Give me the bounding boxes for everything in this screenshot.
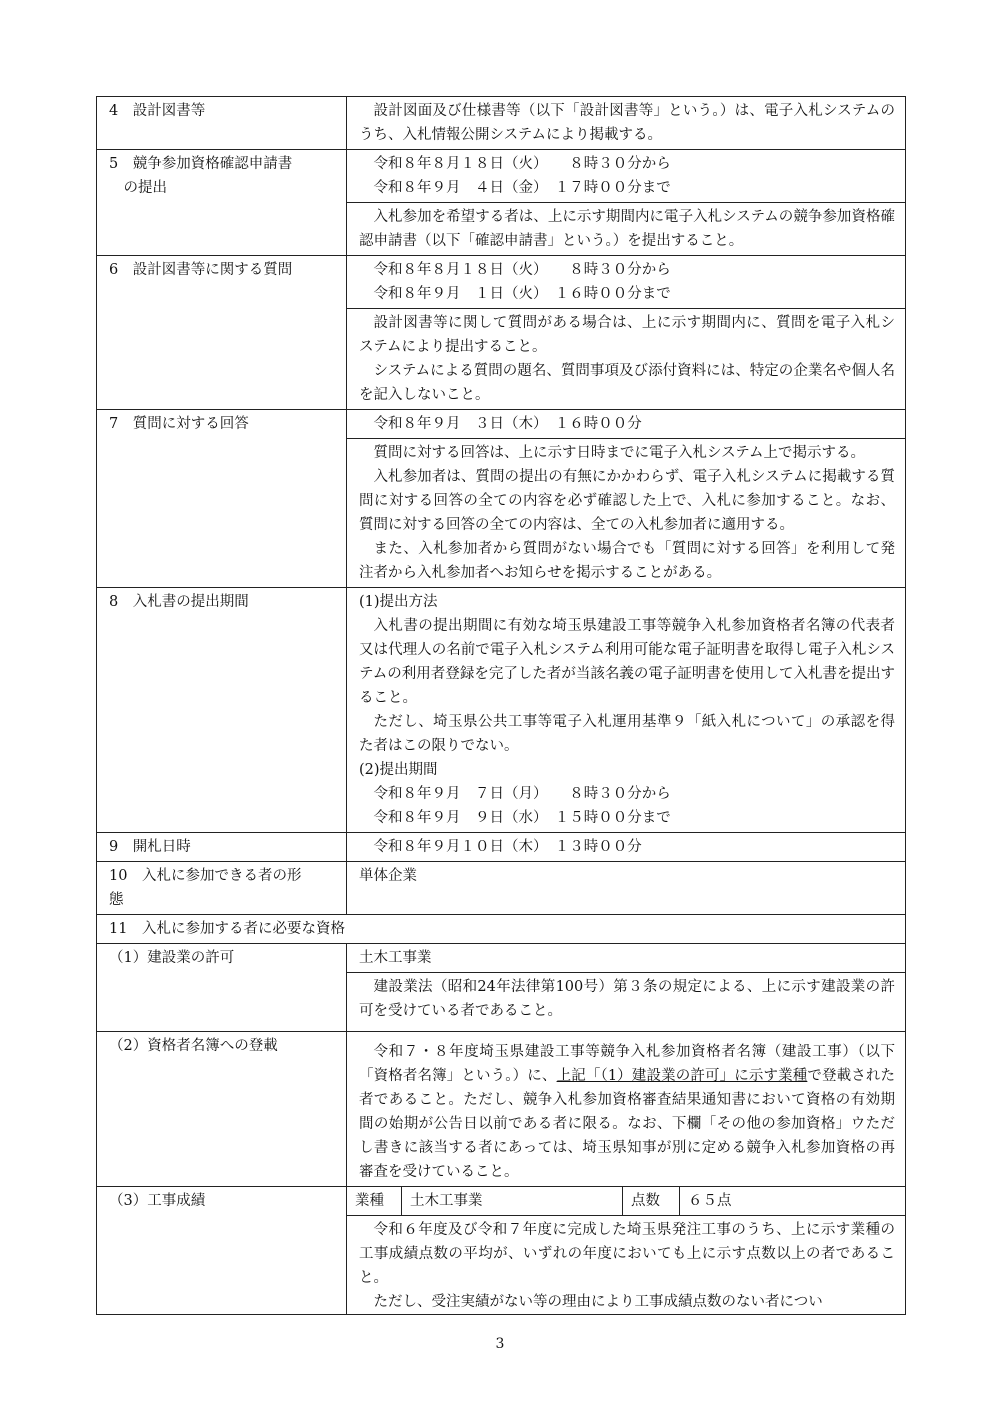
page-number: 3 [495, 1336, 505, 1352]
row-text: 建設業法（昭和24年法律第100号）第３条の規定による、上に示す建設業の許可を受けている者であること。 [347, 972, 905, 1031]
table-row [96, 410, 906, 588]
subheading: (2)提出期間 [359, 762, 438, 778]
row-text: ただし、受注実績がない等の理由により工事成績点数のない者につい [373, 1294, 823, 1310]
answer-datetime: 令和８年９月 ３日（木） １６時００分 [373, 416, 642, 432]
row-label: 9 開札日時 [97, 833, 347, 861]
row-label: （1）建設業の許可 [97, 944, 347, 1031]
subheading: (1)提出方法 [359, 594, 438, 610]
period-start: 令和８年８月１８日（火） ８時３０分から [373, 156, 671, 172]
row-label [97, 862, 347, 914]
table-row [96, 915, 906, 944]
table-row [96, 1032, 906, 1187]
type-value: 土木工事業 [402, 1187, 623, 1215]
section-heading: 11 入札に参加する者に必要な資格 [109, 921, 345, 937]
row-text: 設計図面及び仕様書等（以下「設計図書等」という。）は、電子入札システムのうち、入札情報公開システムにより掲載する。 [359, 103, 895, 143]
row-label: （2）資格者名簿への登載 [97, 1032, 347, 1186]
table-row [96, 256, 906, 410]
row-label [97, 150, 347, 255]
table-row [96, 862, 906, 915]
table-row [96, 150, 906, 256]
row-label: 4 設計図書等 [97, 97, 347, 149]
table-row [96, 97, 906, 150]
row-text: また、入札参加者から質問がない場合でも「質問に対する回答」を利用して発注者から入札参加者へお知らせを掲示することがある。 [359, 541, 895, 581]
row-text: 入札書の提出期間に有効な埼玉県建設工事等競争入札参加資格者名簿の代表者又は代理人の名前で電子入札システム利用可能な電子証明書を取得し電子入札システムの利用者登録を完了した者が当該名義の電子証明書を使用して入札書を提出すること。 [359, 618, 895, 706]
table-row [96, 588, 906, 833]
period-end: 令和８年９月 ４日（金） １７時００分まで [373, 180, 671, 196]
requirements-table [96, 96, 906, 1315]
row-text: ただし、埼玉県公共工事等電子入札運用基準９「紙入札について」の承認を得た者はこの限りでない。 [359, 714, 895, 754]
row-label-line: の提出 [123, 180, 167, 196]
score-label: 点数 [623, 1187, 680, 1215]
license-type: 土木工事業 [359, 950, 432, 966]
opening-datetime: 令和８年９月１０日（木） １３時００分 [373, 839, 642, 855]
row-text: 設計図書等に関して質問がある場合は、上に示す期間内に、質問を電子入札システムにより提出すること。 [359, 315, 895, 355]
text-part: で登載された者であること。ただし、競争入札参加資格審査結果通知書において資格の有効期間の始期が公告日以前である者に限る。なお、下欄「その他の参加資格」ウただし書きに該当する者にあっては、埼玉県知事が別に定める競争入札参加資格の再審査を受けていること。 [359, 1068, 896, 1180]
row-text: システムによる質問の題名、質問事項及び添付資料には、特定の企業名や個人名を記入しないこと。 [359, 363, 895, 403]
row-label: 7 質問に対する回答 [97, 410, 347, 587]
row-text [347, 1032, 905, 1186]
type-label: 業種 [347, 1187, 402, 1215]
participant-form: 単体企業 [359, 868, 417, 884]
row-label: 8 入札書の提出期間 [97, 588, 347, 832]
table-row [96, 1187, 906, 1315]
row-text: 入札参加を希望する者は、上に示す期間内に電子入札システムの競争参加資格確認申請書（以下「確認申請書」という。）を提出すること。 [347, 202, 905, 255]
score-value: ６５点 [688, 1193, 732, 1209]
row-text: 入札参加者は、質問の提出の有無にかかわらず、電子入札システムに掲載する質問に対する回答の全ての内容を必ず確認した上で、入札に参加すること。なお、質問に対する回答の全ての内容は、全ての入札参加者に適用する。 [359, 469, 895, 533]
period-start: 令和８年９月 ７日（月） ８時３０分から [373, 786, 671, 802]
table-row [96, 833, 906, 862]
underlined-text: 上記「（1）建設業の許可」に示す業種 [556, 1068, 808, 1084]
period-end: 令和８年９月 ９日（水） １５時００分まで [373, 810, 671, 826]
row-label: 6 設計図書等に関する質問 [97, 256, 347, 409]
period-start: 令和８年８月１８日（火） ８時３０分から [373, 262, 671, 278]
row-text: 質問に対する回答は、上に示す日時までに電子入札システム上で掲示する。 [373, 445, 866, 461]
score-grid [347, 1187, 905, 1215]
table-row [96, 944, 906, 1032]
row-label-line: 態 [109, 892, 124, 908]
row-label-line: 5 競争参加資格確認申請書 [109, 156, 293, 172]
period-end: 令和８年９月 １日（火） １６時００分まで [373, 286, 671, 302]
row-label: （3）工事成績 [97, 1187, 347, 1314]
text-part: 令和７・８年度埼玉県建設工事等競争入札参加資格者名簿（建設工事）（以下「資格者名簿」という。）に、 [359, 1044, 895, 1084]
row-text: 令和６年度及び令和７年度に完成した埼玉県発注工事のうち、上に示す業種の工事成績点数の平均が、いずれの年度においても上に示す点数以上の者であること。 [359, 1222, 895, 1286]
row-label-line: 10 入札に参加できる者の形 [109, 868, 302, 884]
